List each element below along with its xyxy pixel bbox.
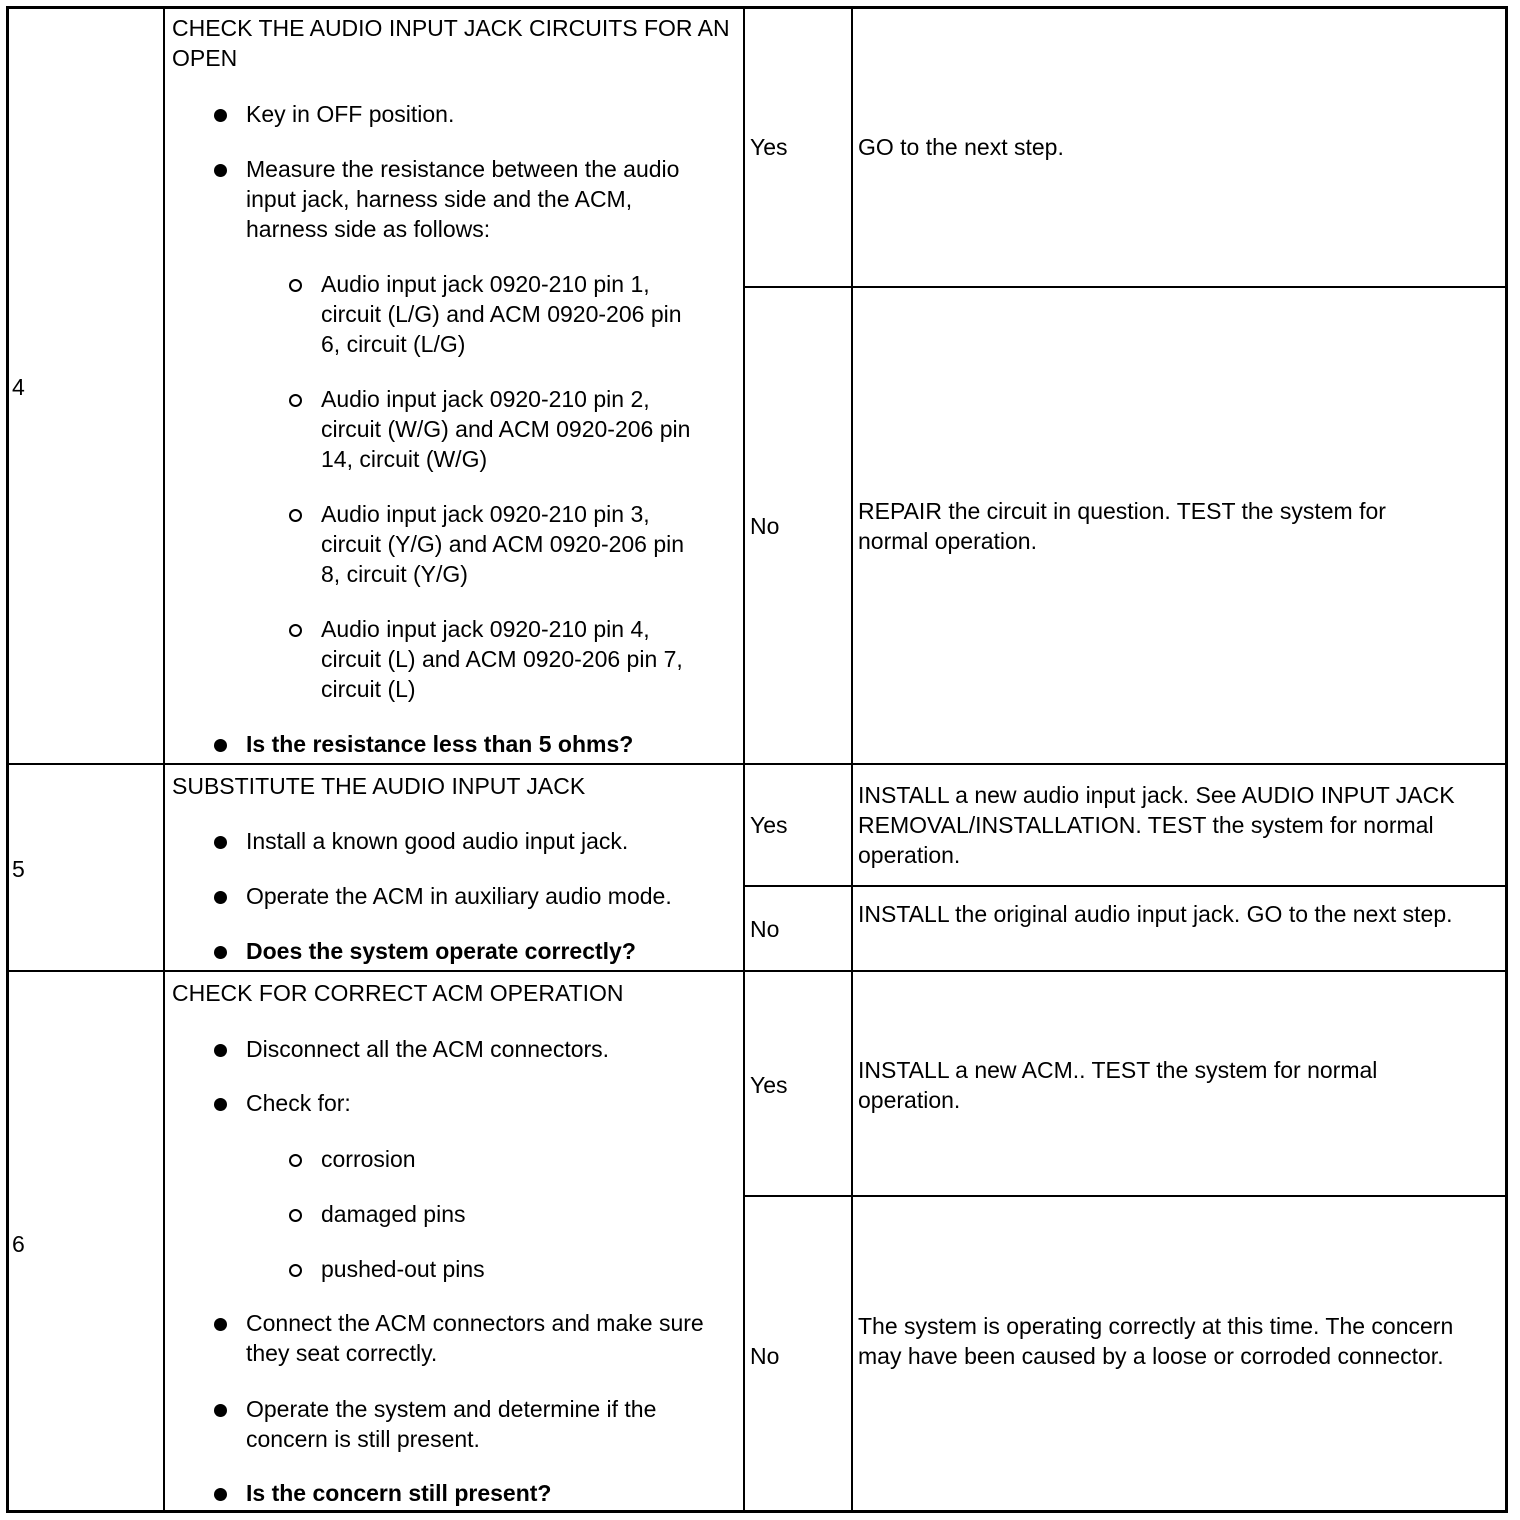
answer-yes-action: INSTALL a new ACM.. TEST the system for normal operation. bbox=[858, 1057, 1378, 1113]
step-title: SUBSTITUTE THE AUDIO INPUT JACK bbox=[172, 773, 586, 799]
sub-bullet-ring bbox=[289, 1264, 302, 1277]
answer-divider bbox=[743, 885, 1505, 887]
answer-yes-label: Yes bbox=[750, 1072, 788, 1098]
answer-no-label: No bbox=[750, 916, 780, 942]
bullet-dot bbox=[214, 164, 227, 177]
answer-no-action: INSTALL the original audio input jack. GO to the next step. bbox=[858, 901, 1453, 927]
row-divider bbox=[9, 970, 1505, 972]
bullet-dot bbox=[214, 1404, 227, 1417]
answer-no-label: No bbox=[750, 513, 780, 539]
step-bullet: Operate the system and determine if the concern is still present. bbox=[246, 1396, 657, 1452]
sub-bullet-ring bbox=[289, 624, 302, 637]
bullet-dot bbox=[214, 1098, 227, 1111]
step-bullet: Check for: bbox=[246, 1090, 351, 1116]
answer-no-action: REPAIR the circuit in question. TEST the system for normal operation. bbox=[858, 498, 1386, 554]
column-divider bbox=[163, 9, 165, 1510]
step-sub-bullet: Audio input jack 0920-210 pin 3, circuit (Y/G) and ACM 0920-206 pin 8, circuit (Y/G) bbox=[321, 501, 685, 587]
bullet-dot bbox=[214, 836, 227, 849]
answer-yes-action: GO to the next step. bbox=[858, 134, 1064, 160]
diagnostic-table bbox=[6, 6, 1508, 1513]
row-divider bbox=[9, 763, 1505, 765]
bullet-dot bbox=[214, 739, 227, 752]
answer-no-label: No bbox=[750, 1343, 780, 1369]
answer-divider bbox=[743, 1195, 1505, 1197]
answer-no-action: The system is operating correctly at this time. The concern may have been caused by a loose or corroded connector. bbox=[858, 1313, 1454, 1369]
column-divider bbox=[851, 9, 853, 1510]
step-question: Is the concern still present? bbox=[246, 1480, 552, 1506]
step-number: 6 bbox=[12, 1231, 25, 1257]
bullet-dot bbox=[214, 1488, 227, 1501]
step-bullet: Connect the ACM connectors and make sure they seat correctly. bbox=[246, 1310, 704, 1366]
answer-divider bbox=[743, 286, 1505, 288]
step-title: CHECK THE AUDIO INPUT JACK CIRCUITS FOR AN OPEN bbox=[172, 15, 730, 71]
bullet-dot bbox=[214, 1044, 227, 1057]
sub-bullet-ring bbox=[289, 509, 302, 522]
step-question: Is the resistance less than 5 ohms? bbox=[246, 731, 634, 757]
step-bullet: Measure the resistance between the audio input jack, harness side and the ACM, harness side as follows: bbox=[246, 156, 680, 242]
bullet-dot bbox=[214, 946, 227, 959]
bullet-dot bbox=[214, 109, 227, 122]
step-sub-bullet: corrosion bbox=[321, 1146, 416, 1172]
step-sub-bullet: damaged pins bbox=[321, 1201, 466, 1227]
answer-yes-label: Yes bbox=[750, 134, 788, 160]
step-sub-bullet: Audio input jack 0920-210 pin 1, circuit (L/G) and ACM 0920-206 pin 6, circuit (L/G) bbox=[321, 271, 682, 357]
step-number: 5 bbox=[12, 856, 25, 882]
answer-yes-label: Yes bbox=[750, 812, 788, 838]
sub-bullet-ring bbox=[289, 1209, 302, 1222]
sub-bullet-ring bbox=[289, 1154, 302, 1167]
step-number: 4 bbox=[12, 374, 25, 400]
step-title: CHECK FOR CORRECT ACM OPERATION bbox=[172, 980, 624, 1006]
step-bullet: Operate the ACM in auxiliary audio mode. bbox=[246, 883, 672, 909]
answer-yes-action: INSTALL a new audio input jack. See AUDIO INPUT JACK REMOVAL/INSTALLATION. TEST the system for normal operation. bbox=[858, 782, 1455, 868]
step-sub-bullet: Audio input jack 0920-210 pin 4, circuit (L) and ACM 0920-206 pin 7, circuit (L) bbox=[321, 616, 683, 702]
step-sub-bullet: pushed-out pins bbox=[321, 1256, 485, 1282]
step-bullet: Key in OFF position. bbox=[246, 101, 455, 127]
bullet-dot bbox=[214, 1318, 227, 1331]
column-divider bbox=[743, 9, 745, 1510]
sub-bullet-ring bbox=[289, 394, 302, 407]
sub-bullet-ring bbox=[289, 279, 302, 292]
step-sub-bullet: Audio input jack 0920-210 pin 2, circuit (W/G) and ACM 0920-206 pin 14, circuit (W/G) bbox=[321, 386, 691, 472]
step-question: Does the system operate correctly? bbox=[246, 938, 636, 964]
step-bullet: Disconnect all the ACM connectors. bbox=[246, 1036, 610, 1062]
step-bullet: Install a known good audio input jack. bbox=[246, 828, 629, 854]
bullet-dot bbox=[214, 891, 227, 904]
